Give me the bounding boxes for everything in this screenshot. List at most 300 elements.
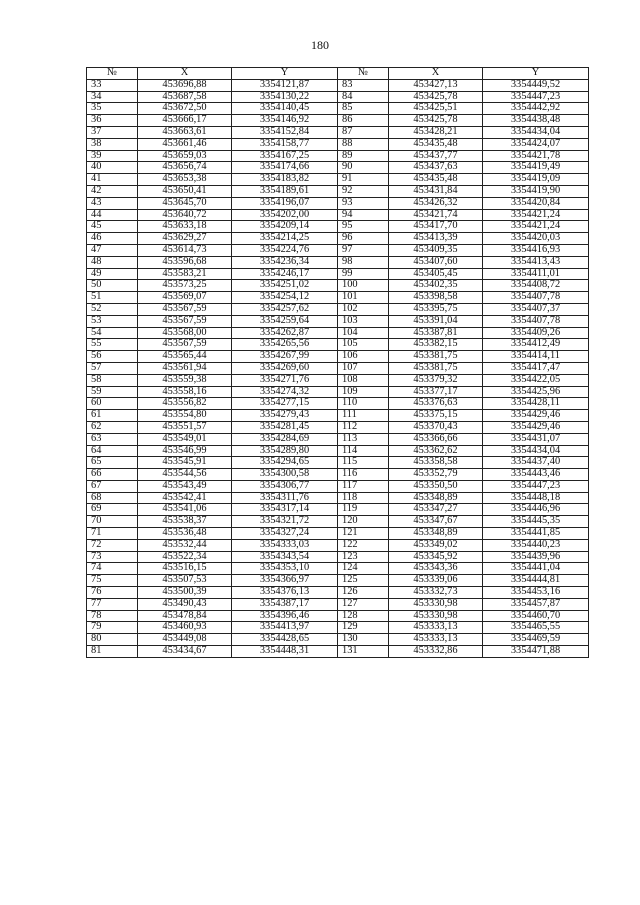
y-coordinate-cell: 3354311,76 [232,492,338,504]
y-coordinate-cell: 3354146,92 [232,115,338,127]
x-coordinate-cell: 453549,01 [138,433,232,445]
x-coordinate-cell: 453381,75 [389,351,483,363]
y-coordinate-cell: 3354274,32 [232,386,338,398]
point-number-cell: 84 [338,91,389,103]
point-number-cell: 34 [87,91,138,103]
y-coordinate-cell: 3354465,55 [483,622,589,634]
y-coordinate-cell: 3354447,23 [483,480,589,492]
table-row [87,303,589,315]
x-coordinate-cell: 453352,79 [389,469,483,481]
x-coordinate-cell: 453583,21 [138,268,232,280]
point-number-cell: 41 [87,174,138,186]
point-number-cell: 111 [338,410,389,422]
x-coordinate-cell: 453348,89 [389,492,483,504]
point-number-cell: 109 [338,386,389,398]
table-row [87,150,589,162]
y-coordinate-cell: 3354429,46 [483,421,589,433]
table-row [87,280,589,292]
point-number-cell: 63 [87,433,138,445]
y-coordinate-cell: 3354421,24 [483,221,589,233]
x-coordinate-cell: 453507,53 [138,575,232,587]
y-coordinate-cell: 3354448,18 [483,492,589,504]
y-coordinate-cell: 3354267,99 [232,351,338,363]
x-coordinate-cell: 453460,93 [138,622,232,634]
y-coordinate-cell: 3354429,46 [483,410,589,422]
header-number-left: № [87,68,138,80]
point-number-cell: 43 [87,197,138,209]
y-coordinate-cell: 3354254,12 [232,292,338,304]
table-row [87,174,589,186]
point-number-cell: 110 [338,398,389,410]
header-y-left: Y [232,68,338,80]
x-coordinate-cell: 453650,41 [138,185,232,197]
y-coordinate-cell: 3354300,58 [232,469,338,481]
table-row [87,386,589,398]
y-coordinate-cell: 3354446,96 [483,504,589,516]
table-row [87,256,589,268]
x-coordinate-cell: 453554,80 [138,410,232,422]
y-coordinate-cell: 3354469,59 [483,634,589,646]
x-coordinate-cell: 453437,77 [389,150,483,162]
x-coordinate-cell: 453666,17 [138,115,232,127]
point-number-cell: 65 [87,457,138,469]
x-coordinate-cell: 453427,13 [389,79,483,91]
point-number-cell: 91 [338,174,389,186]
y-coordinate-cell: 3354343,54 [232,551,338,563]
x-coordinate-cell: 453546,99 [138,445,232,457]
x-coordinate-cell: 453516,15 [138,563,232,575]
table-row [87,551,589,563]
point-number-cell: 104 [338,327,389,339]
y-coordinate-cell: 3354407,37 [483,303,589,315]
point-number-cell: 40 [87,162,138,174]
y-coordinate-cell: 3354269,60 [232,362,338,374]
point-number-cell: 67 [87,480,138,492]
point-number-cell: 56 [87,351,138,363]
point-number-cell: 106 [338,351,389,363]
point-number-cell: 126 [338,587,389,599]
y-coordinate-cell: 3354419,49 [483,162,589,174]
x-coordinate-cell: 453559,38 [138,374,232,386]
y-coordinate-cell: 3354434,04 [483,126,589,138]
point-number-cell: 130 [338,634,389,646]
x-coordinate-cell: 453358,58 [389,457,483,469]
table-row [87,209,589,221]
point-number-cell: 33 [87,79,138,91]
y-coordinate-cell: 3354424,07 [483,138,589,150]
y-coordinate-cell: 3354246,17 [232,268,338,280]
y-coordinate-cell: 3354265,56 [232,339,338,351]
y-coordinate-cell: 3354277,15 [232,398,338,410]
y-coordinate-cell: 3354189,61 [232,185,338,197]
point-number-cell: 114 [338,445,389,457]
y-coordinate-cell: 3354453,16 [483,587,589,599]
point-number-cell: 55 [87,339,138,351]
y-coordinate-cell: 3354183,82 [232,174,338,186]
x-coordinate-cell: 453659,03 [138,150,232,162]
y-coordinate-cell: 3354419,90 [483,185,589,197]
table-row [87,480,589,492]
x-coordinate-cell: 453544,56 [138,469,232,481]
x-coordinate-cell: 453558,16 [138,386,232,398]
table-row [87,138,589,150]
y-coordinate-cell: 3354437,40 [483,457,589,469]
x-coordinate-cell: 453568,00 [138,327,232,339]
y-coordinate-cell: 3354444,81 [483,575,589,587]
y-coordinate-cell: 3354130,22 [232,91,338,103]
x-coordinate-cell: 453405,45 [389,268,483,280]
x-coordinate-cell: 453350,50 [389,480,483,492]
point-number-cell: 72 [87,539,138,551]
table-row [87,374,589,386]
header-x-right: X [389,68,483,80]
y-coordinate-cell: 3354121,87 [232,79,338,91]
point-number-cell: 44 [87,209,138,221]
x-coordinate-cell: 453435,48 [389,138,483,150]
point-number-cell: 58 [87,374,138,386]
table-row [87,339,589,351]
y-coordinate-cell: 3354471,88 [483,646,589,658]
y-coordinate-cell: 3354257,62 [232,303,338,315]
point-number-cell: 93 [338,197,389,209]
point-number-cell: 53 [87,315,138,327]
x-coordinate-cell: 453434,67 [138,646,232,658]
table-row [87,563,589,575]
point-number-cell: 51 [87,292,138,304]
y-coordinate-cell: 3354445,35 [483,516,589,528]
table-row [87,221,589,233]
x-coordinate-cell: 453633,18 [138,221,232,233]
y-coordinate-cell: 3354327,24 [232,528,338,540]
x-coordinate-cell: 453428,21 [389,126,483,138]
x-coordinate-cell: 453478,84 [138,610,232,622]
point-number-cell: 105 [338,339,389,351]
point-number-cell: 77 [87,598,138,610]
x-coordinate-cell: 453542,41 [138,492,232,504]
table-row [87,622,589,634]
point-number-cell: 118 [338,492,389,504]
y-coordinate-cell: 3354158,77 [232,138,338,150]
point-number-cell: 127 [338,598,389,610]
point-number-cell: 70 [87,516,138,528]
y-coordinate-cell: 3354251,02 [232,280,338,292]
table-row [87,587,589,599]
x-coordinate-cell: 453398,58 [389,292,483,304]
y-coordinate-cell: 3354396,46 [232,610,338,622]
point-number-cell: 66 [87,469,138,481]
x-coordinate-cell: 453425,78 [389,115,483,127]
y-coordinate-cell: 3354425,96 [483,386,589,398]
x-coordinate-cell: 453522,34 [138,551,232,563]
y-coordinate-cell: 3354209,14 [232,221,338,233]
table-row [87,197,589,209]
y-coordinate-cell: 3354434,04 [483,445,589,457]
point-number-cell: 89 [338,150,389,162]
y-coordinate-cell: 3354409,26 [483,327,589,339]
y-coordinate-cell: 3354387,17 [232,598,338,610]
y-coordinate-cell: 3354441,85 [483,528,589,540]
table-row [87,351,589,363]
x-coordinate-cell: 453409,35 [389,244,483,256]
table-row [87,398,589,410]
y-coordinate-cell: 3354196,07 [232,197,338,209]
x-coordinate-cell: 453663,61 [138,126,232,138]
x-coordinate-cell: 453672,50 [138,103,232,115]
x-coordinate-cell: 453425,78 [389,91,483,103]
point-number-cell: 94 [338,209,389,221]
x-coordinate-cell: 453395,75 [389,303,483,315]
header-number-right: № [338,68,389,80]
x-coordinate-cell: 453375,15 [389,410,483,422]
x-coordinate-cell: 453640,72 [138,209,232,221]
y-coordinate-cell: 3354431,07 [483,433,589,445]
y-coordinate-cell: 3354353,10 [232,563,338,575]
x-coordinate-cell: 453567,59 [138,303,232,315]
point-number-cell: 103 [338,315,389,327]
point-number-cell: 98 [338,256,389,268]
table-row [87,268,589,280]
point-number-cell: 47 [87,244,138,256]
y-coordinate-cell: 3354279,43 [232,410,338,422]
y-coordinate-cell: 3354449,52 [483,79,589,91]
x-coordinate-cell: 453347,67 [389,516,483,528]
table-row [87,634,589,646]
y-coordinate-cell: 3354442,92 [483,103,589,115]
coordinates-table [86,67,589,658]
point-number-cell: 48 [87,256,138,268]
table-row [87,315,589,327]
x-coordinate-cell: 453348,89 [389,528,483,540]
table-row [87,185,589,197]
y-coordinate-cell: 3354421,78 [483,150,589,162]
table-row [87,539,589,551]
y-coordinate-cell: 3354167,25 [232,150,338,162]
point-number-cell: 37 [87,126,138,138]
x-coordinate-cell: 453332,86 [389,646,483,658]
x-coordinate-cell: 453370,43 [389,421,483,433]
y-coordinate-cell: 3354224,76 [232,244,338,256]
point-number-cell: 125 [338,575,389,587]
y-coordinate-cell: 3354440,23 [483,539,589,551]
x-coordinate-cell: 453538,37 [138,516,232,528]
point-number-cell: 61 [87,410,138,422]
x-coordinate-cell: 453431,84 [389,185,483,197]
x-coordinate-cell: 453382,15 [389,339,483,351]
table-row [87,598,589,610]
table-row [87,433,589,445]
y-coordinate-cell: 3354411,01 [483,268,589,280]
y-coordinate-cell: 3354439,96 [483,551,589,563]
y-coordinate-cell: 3354443,46 [483,469,589,481]
y-coordinate-cell: 3354140,45 [232,103,338,115]
x-coordinate-cell: 453541,06 [138,504,232,516]
x-coordinate-cell: 453330,98 [389,610,483,622]
y-coordinate-cell: 3354236,34 [232,256,338,268]
y-coordinate-cell: 3354321,72 [232,516,338,528]
table-header-row [87,68,589,80]
x-coordinate-cell: 453391,04 [389,315,483,327]
table-row [87,610,589,622]
point-number-cell: 62 [87,421,138,433]
x-coordinate-cell: 453500,39 [138,587,232,599]
point-number-cell: 39 [87,150,138,162]
y-coordinate-cell: 3354412,49 [483,339,589,351]
table-row [87,233,589,245]
x-coordinate-cell: 453413,39 [389,233,483,245]
x-coordinate-cell: 453435,48 [389,174,483,186]
table-row [87,457,589,469]
x-coordinate-cell: 453387,81 [389,327,483,339]
point-number-cell: 79 [87,622,138,634]
table-row [87,410,589,422]
y-coordinate-cell: 3354271,76 [232,374,338,386]
x-coordinate-cell: 453687,58 [138,91,232,103]
x-coordinate-cell: 453402,35 [389,280,483,292]
point-number-cell: 46 [87,233,138,245]
point-number-cell: 87 [338,126,389,138]
x-coordinate-cell: 453573,25 [138,280,232,292]
y-coordinate-cell: 3354366,97 [232,575,338,587]
page-number: 180 [311,38,329,52]
x-coordinate-cell: 453407,60 [389,256,483,268]
point-number-cell: 100 [338,280,389,292]
y-coordinate-cell: 3354407,78 [483,292,589,304]
table-row [87,469,589,481]
y-coordinate-cell: 3354202,00 [232,209,338,221]
point-number-cell: 36 [87,115,138,127]
x-coordinate-cell: 453696,88 [138,79,232,91]
x-coordinate-cell: 453345,92 [389,551,483,563]
y-coordinate-cell: 3354376,13 [232,587,338,599]
table-row [87,244,589,256]
point-number-cell: 54 [87,327,138,339]
point-number-cell: 71 [87,528,138,540]
x-coordinate-cell: 453661,46 [138,138,232,150]
y-coordinate-cell: 3354152,84 [232,126,338,138]
point-number-cell: 86 [338,115,389,127]
table-body [87,79,589,657]
point-number-cell: 52 [87,303,138,315]
y-coordinate-cell: 3354289,80 [232,445,338,457]
point-number-cell: 74 [87,563,138,575]
x-coordinate-cell: 453425,51 [389,103,483,115]
point-number-cell: 81 [87,646,138,658]
point-number-cell: 102 [338,303,389,315]
table-row [87,91,589,103]
y-coordinate-cell: 3354417,47 [483,362,589,374]
x-coordinate-cell: 453543,49 [138,480,232,492]
point-number-cell: 83 [338,79,389,91]
point-number-cell: 131 [338,646,389,658]
x-coordinate-cell: 453349,02 [389,539,483,551]
x-coordinate-cell: 453614,73 [138,244,232,256]
y-coordinate-cell: 3354284,69 [232,433,338,445]
x-coordinate-cell: 453376,63 [389,398,483,410]
x-coordinate-cell: 453551,57 [138,421,232,433]
table-row [87,115,589,127]
point-number-cell: 97 [338,244,389,256]
x-coordinate-cell: 453332,73 [389,587,483,599]
y-coordinate-cell: 3354413,43 [483,256,589,268]
y-coordinate-cell: 3354333,03 [232,539,338,551]
x-coordinate-cell: 453532,44 [138,539,232,551]
y-coordinate-cell: 3354420,84 [483,197,589,209]
point-number-cell: 85 [338,103,389,115]
x-coordinate-cell: 453343,36 [389,563,483,575]
table-row [87,126,589,138]
x-coordinate-cell: 453377,17 [389,386,483,398]
y-coordinate-cell: 3354407,78 [483,315,589,327]
x-coordinate-cell: 453545,91 [138,457,232,469]
table-row [87,575,589,587]
x-coordinate-cell: 453653,38 [138,174,232,186]
point-number-cell: 115 [338,457,389,469]
point-number-cell: 73 [87,551,138,563]
point-number-cell: 101 [338,292,389,304]
point-number-cell: 119 [338,504,389,516]
point-number-cell: 128 [338,610,389,622]
y-coordinate-cell: 3354428,65 [232,634,338,646]
x-coordinate-cell: 453417,70 [389,221,483,233]
point-number-cell: 49 [87,268,138,280]
table-row [87,292,589,304]
point-number-cell: 42 [87,185,138,197]
x-coordinate-cell: 453569,07 [138,292,232,304]
point-number-cell: 90 [338,162,389,174]
table-row [87,445,589,457]
y-coordinate-cell: 3354422,05 [483,374,589,386]
point-number-cell: 68 [87,492,138,504]
y-coordinate-cell: 3354317,14 [232,504,338,516]
point-number-cell: 129 [338,622,389,634]
point-number-cell: 108 [338,374,389,386]
y-coordinate-cell: 3354438,48 [483,115,589,127]
header-y-right: Y [483,68,589,80]
point-number-cell: 35 [87,103,138,115]
table-row [87,79,589,91]
y-coordinate-cell: 3354420,03 [483,233,589,245]
table-row [87,504,589,516]
point-number-cell: 113 [338,433,389,445]
point-number-cell: 57 [87,362,138,374]
y-coordinate-cell: 3354421,24 [483,209,589,221]
point-number-cell: 38 [87,138,138,150]
table-row [87,103,589,115]
table-row [87,528,589,540]
point-number-cell: 75 [87,575,138,587]
point-number-cell: 50 [87,280,138,292]
x-coordinate-cell: 453449,08 [138,634,232,646]
x-coordinate-cell: 453567,59 [138,315,232,327]
table-row [87,646,589,658]
y-coordinate-cell: 3354428,11 [483,398,589,410]
y-coordinate-cell: 3354457,87 [483,598,589,610]
y-coordinate-cell: 3354408,72 [483,280,589,292]
y-coordinate-cell: 3354460,70 [483,610,589,622]
y-coordinate-cell: 3354448,31 [232,646,338,658]
point-number-cell: 112 [338,421,389,433]
x-coordinate-cell: 453347,27 [389,504,483,516]
y-coordinate-cell: 3354306,77 [232,480,338,492]
point-number-cell: 116 [338,469,389,481]
x-coordinate-cell: 453556,82 [138,398,232,410]
point-number-cell: 60 [87,398,138,410]
x-coordinate-cell: 453561,94 [138,362,232,374]
header-x-left: X [138,68,232,80]
x-coordinate-cell: 453490,43 [138,598,232,610]
point-number-cell: 59 [87,386,138,398]
point-number-cell: 45 [87,221,138,233]
